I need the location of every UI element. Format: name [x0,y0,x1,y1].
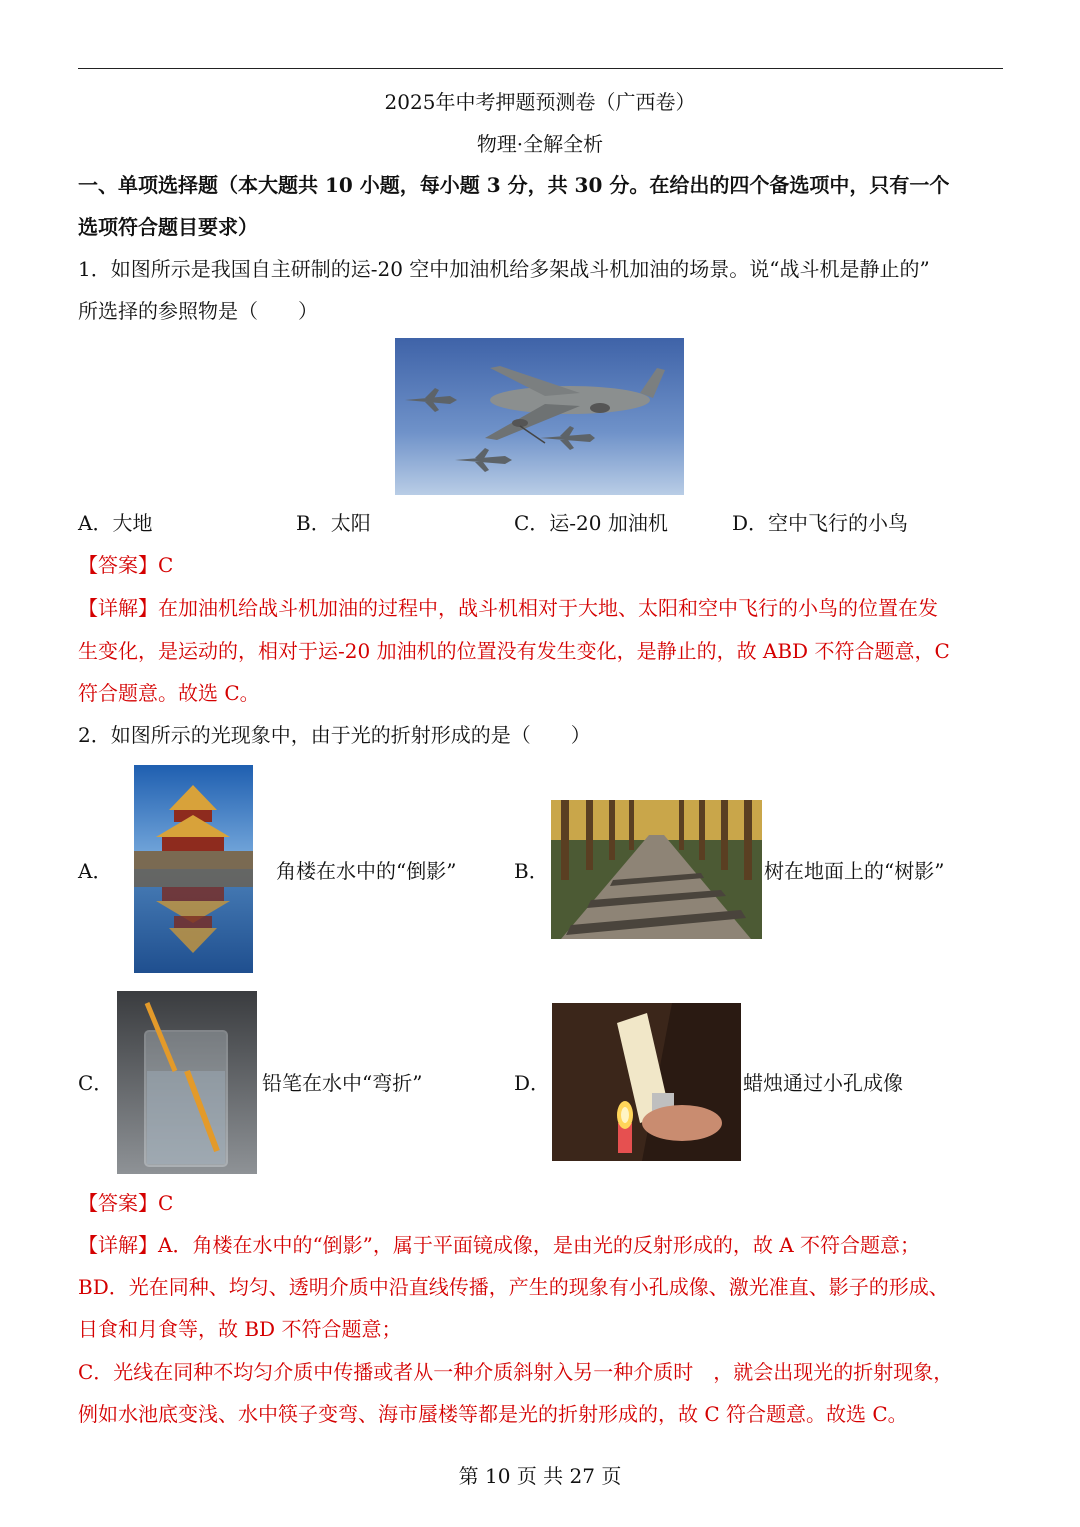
page-title: 2025年中考押题预测卷（广西卷） [384,90,696,114]
page-number: 第 10 页 共 27 页 [458,1464,622,1488]
refueling-aircraft-image [395,338,684,495]
section-heading: 一、单项选择题（本大题共 10 小题，每小题 3 分，共 30 分。在给出的四个备选项中，只有一个 [78,173,950,197]
q1-detail-cont: 生变化，是运动的，相对于运-20 加油机的位置没有发生变化，是静止的，故 ABD 不符合题意，C [78,639,950,663]
q2-option-d-text: 蜡烛通过小孔成像 [743,1071,903,1095]
q2-detail-bd: BD．光在同种、均匀、透明介质中沿直线传播，产生的现象有小孔成像、激光准直、影子的形成、 [78,1275,949,1299]
q2-detail-c: C．光线在同种不均匀介质中传播或者从一种介质斜射入另一种介质时 ，就会出现光的折射现象， [78,1360,954,1384]
q2-option-b-text: 树在地面上的“树影” [764,859,945,883]
q2-stem: 2．如图所示的光现象中，由于光的折射形成的是（ ） [78,723,591,747]
q1-option-a: A．大地 [78,511,153,535]
q2-detail: 【详解】A．角楼在水中的“倒影”，属于平面镜成像，是由光的反射形成的，故 A 不符合题意； [78,1233,921,1257]
header-rule [78,68,1003,69]
q1-stem-cont: 所选择的参照物是（ ） [78,299,318,323]
q2-option-a-letter: A． [78,859,113,883]
q2-detail-c-cont: 例如水池底变浅、水中筷子变弯、海市蜃楼等都是光的折射形成的，故 C 符合题意。故选 C。 [78,1402,908,1426]
q1-option-b: B．太阳 [296,511,371,535]
q2-answer: 【答案】C [78,1191,174,1215]
candle-pinhole-image [552,1003,741,1161]
q1-answer: 【答案】C [78,553,174,577]
q2-option-d-letter: D． [514,1071,551,1095]
page-subtitle: 物理·全解全析 [476,132,604,156]
tree-shadow-road-image [551,800,762,939]
pencil-in-water-image [117,991,257,1174]
q1-detail-end: 符合题意。故选 C。 [78,681,260,705]
q2-option-a-text: 角楼在水中的“倒影” [276,859,457,883]
corner-tower-reflection-image [134,765,253,973]
q1-option-d: D．空中飞行的小鸟 [732,511,909,535]
q1-option-c: C．运-20 加油机 [514,511,668,535]
q2-option-c-letter: C． [78,1071,114,1095]
q2-detail-bd-cont: 日食和月食等，故 BD 不符合题意； [78,1317,402,1341]
q1-stem: 1．如图所示是我国自主研制的运-20 空中加油机给多架战斗机加油的场景。说“战斗机是静止的” [78,257,930,281]
q2-option-c-text: 铅笔在水中“弯折” [262,1071,423,1095]
q2-option-b-letter: B． [514,859,549,883]
q1-detail: 【详解】在加油机给战斗机加油的过程中，战斗机相对于大地、太阳和空中飞行的小鸟的位置在发 [78,596,938,620]
section-heading-cont: 选项符合题目要求） [78,215,258,239]
